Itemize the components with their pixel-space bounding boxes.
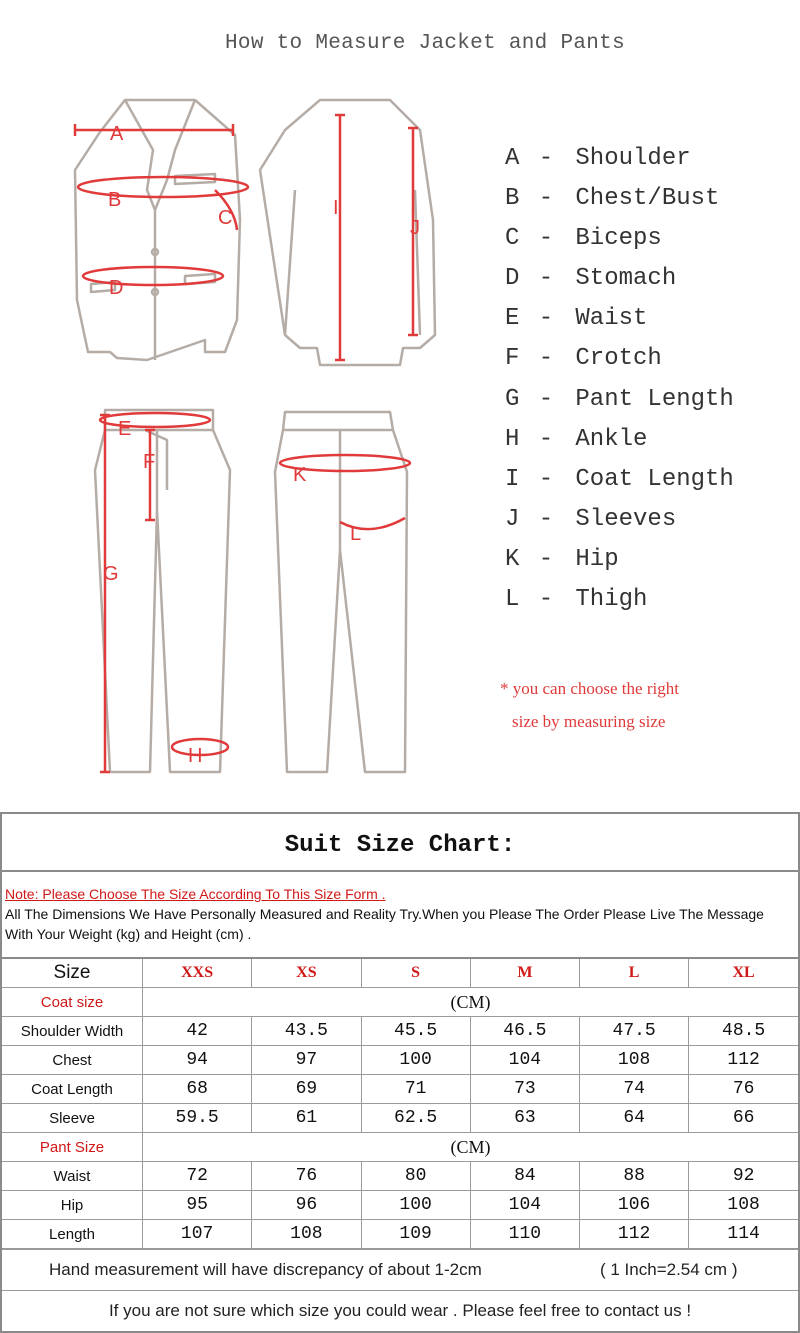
- jacket-front-outline: [75, 100, 240, 360]
- legend-key: F: [505, 345, 520, 373]
- legend-key: G: [505, 385, 520, 413]
- table-cell: 114: [689, 1220, 798, 1249]
- table-cell: 94: [143, 1046, 252, 1075]
- table-cell: 97: [252, 1046, 361, 1075]
- pants-front-outline: [95, 410, 230, 772]
- legend-item: [505, 383, 795, 423]
- table-cell: 100: [361, 1191, 470, 1220]
- table-cell: 104: [470, 1191, 579, 1220]
- chart-notes: [2, 872, 798, 959]
- legend-dash: -: [538, 145, 554, 172]
- row-label: Chest: [2, 1046, 143, 1075]
- table-cell: 110: [470, 1220, 579, 1249]
- legend-dash: -: [538, 265, 554, 293]
- legend-label: Shoulder: [575, 145, 691, 172]
- note-text: All The Dimensions We Have Personally Measured and Reality Try.When you Please The Order Please Live The Message With Your Weight (kg) and Height (cm) .: [5, 906, 764, 942]
- legend-key: A: [505, 145, 520, 172]
- legend-label: Biceps: [575, 225, 662, 253]
- tip-line-2: size by measuring size: [512, 712, 666, 731]
- table-cell: 84: [470, 1162, 579, 1191]
- table-row: [2, 1191, 798, 1220]
- legend-item: [505, 182, 795, 222]
- table-cell: 62.5: [361, 1104, 470, 1133]
- legend-key: D: [505, 265, 520, 293]
- legend-label: Thigh: [575, 586, 648, 614]
- letter-d: D: [109, 277, 124, 299]
- size-cell: XL: [689, 959, 798, 988]
- table-row: [2, 1017, 798, 1046]
- legend-label: Pant Length: [575, 385, 734, 413]
- discrepancy-note: [2, 1249, 798, 1291]
- letter-c: C: [218, 207, 233, 229]
- row-label: Waist: [2, 1162, 143, 1191]
- size-chart: [0, 812, 800, 1333]
- table-row: [2, 1046, 798, 1075]
- letter-h: H: [188, 745, 203, 767]
- row-label: Coat Length: [2, 1075, 143, 1104]
- garment-sketches: [55, 90, 455, 790]
- size-cell: XXS: [143, 959, 252, 988]
- table-cell: 68: [143, 1075, 252, 1104]
- legend-label: Ankle: [575, 425, 648, 453]
- jacket-lapel: [125, 100, 195, 360]
- legend-label: Crotch: [575, 345, 662, 373]
- table-cell: 63: [470, 1104, 579, 1133]
- legend-item: [505, 222, 795, 262]
- table-cell: 96: [252, 1191, 361, 1220]
- legend-item: [505, 262, 795, 302]
- legend-label: Coat Length: [575, 465, 734, 493]
- legend-label: Chest/Bust: [575, 185, 720, 213]
- letter-a: A: [110, 123, 124, 145]
- inch-conversion: ( 1 Inch=2.54 cm ): [600, 1260, 738, 1279]
- legend-item: [505, 583, 795, 623]
- table-cell: 71: [361, 1075, 470, 1104]
- table-cell: 106: [580, 1191, 689, 1220]
- size-cell: XS: [252, 959, 361, 988]
- table-cell: 76: [689, 1075, 798, 1104]
- legend-key: E: [505, 305, 520, 333]
- legend-item: [505, 423, 795, 463]
- row-label: Hip: [2, 1191, 143, 1220]
- letter-e: E: [118, 418, 132, 440]
- table-row: [2, 1075, 798, 1104]
- letter-b: B: [108, 189, 122, 211]
- legend-key: C: [505, 225, 520, 253]
- letter-j: J: [410, 217, 420, 239]
- legend-item: [505, 543, 795, 583]
- size-cell: M: [470, 959, 579, 988]
- legend-dash: -: [538, 385, 554, 413]
- legend-dash: -: [538, 505, 554, 533]
- table-cell: 69: [252, 1075, 361, 1104]
- legend-key: H: [505, 425, 520, 453]
- garment-illustration: [55, 90, 455, 790]
- legend-dash: -: [538, 345, 554, 373]
- table-cell: 46.5: [470, 1017, 579, 1046]
- table-cell: 45.5: [361, 1017, 470, 1046]
- letter-f: F: [143, 451, 156, 473]
- table-cell: 61: [252, 1104, 361, 1133]
- table-row: [2, 1162, 798, 1191]
- table-cell: 95: [143, 1191, 252, 1220]
- legend-item: [505, 342, 795, 382]
- table-cell: 47.5: [580, 1017, 689, 1046]
- legend-item: [505, 302, 795, 342]
- table-cell: 107: [143, 1220, 252, 1249]
- measuring-tip: [500, 672, 760, 738]
- legend-dash: -: [538, 185, 554, 213]
- table-row: [2, 1104, 798, 1133]
- table-cell: 72: [143, 1162, 252, 1191]
- table-cell: 112: [689, 1046, 798, 1075]
- legend-item: [505, 142, 795, 182]
- table-cell: 92: [689, 1162, 798, 1191]
- table-cell: 109: [361, 1220, 470, 1249]
- table-row: [2, 1220, 798, 1249]
- table-cell: 48.5: [689, 1017, 798, 1046]
- coat-section-label: Coat size: [2, 988, 143, 1017]
- legend-item: [505, 503, 795, 543]
- legend-dash: -: [538, 465, 554, 493]
- table-cell: 108: [580, 1046, 689, 1075]
- legend-dash: -: [538, 586, 554, 614]
- legend-key: B: [505, 185, 520, 213]
- legend-key: L: [505, 586, 520, 614]
- legend-key: J: [505, 505, 520, 533]
- table-cell: 112: [580, 1220, 689, 1249]
- row-label: Sleeve: [2, 1104, 143, 1133]
- legend-item: [505, 463, 795, 503]
- table-cell: 100: [361, 1046, 470, 1075]
- table-cell: 108: [252, 1220, 361, 1249]
- legend-key: K: [505, 545, 520, 573]
- legend-key: I: [505, 465, 520, 493]
- table-cell: 59.5: [143, 1104, 252, 1133]
- letter-k: K: [293, 464, 307, 486]
- pant-section-label: Pant Size: [2, 1133, 143, 1162]
- row-label: Shoulder Width: [2, 1017, 143, 1046]
- table-cell: 66: [689, 1104, 798, 1133]
- table-cell: 104: [470, 1046, 579, 1075]
- table-cell: 76: [252, 1162, 361, 1191]
- legend-dash: -: [538, 545, 554, 573]
- table-row-pant-section: [2, 1133, 798, 1162]
- legend-dash: -: [538, 425, 554, 453]
- legend-label: Waist: [575, 305, 648, 333]
- letter-g: G: [103, 563, 119, 585]
- tip-line-1: * you can choose the right: [500, 679, 679, 698]
- table-cell: 74: [580, 1075, 689, 1104]
- table-row-coat-section: [2, 988, 798, 1017]
- legend-label: Sleeves: [575, 505, 677, 533]
- legend-label: Hip: [575, 545, 619, 573]
- table-cell: 43.5: [252, 1017, 361, 1046]
- letter-i: I: [333, 197, 339, 219]
- legend-label: Stomach: [575, 265, 677, 293]
- table-cell: 73: [470, 1075, 579, 1104]
- row-label: Length: [2, 1220, 143, 1249]
- table-row-sizes: [2, 959, 798, 988]
- size-cell: S: [361, 959, 470, 988]
- letter-l: L: [350, 523, 362, 545]
- size-cell: L: [580, 959, 689, 988]
- table-cell: 108: [689, 1191, 798, 1220]
- table-cell: 80: [361, 1162, 470, 1191]
- size-table: [2, 959, 798, 1249]
- table-cell: 42: [143, 1017, 252, 1046]
- size-header: Size: [2, 959, 143, 988]
- discrepancy-text: Hand measurement will have discrepancy of about 1-2cm: [49, 1260, 482, 1279]
- measurement-legend: [505, 142, 795, 623]
- unit-cell: (CM): [143, 988, 799, 1017]
- table-cell: 88: [580, 1162, 689, 1191]
- table-cell: 64: [580, 1104, 689, 1133]
- legend-dash: -: [538, 305, 554, 333]
- guide-heading: How to Measure Jacket and Pants: [225, 32, 625, 55]
- legend-dash: -: [538, 225, 554, 253]
- unit-cell: (CM): [143, 1133, 799, 1162]
- note-red: Note: Please Choose The Size According To This Size Form .: [5, 886, 386, 902]
- contact-note: If you are not sure which size you could wear . Please feel free to contact us !: [108, 1301, 692, 1320]
- chart-title: Suit Size Chart:: [2, 814, 798, 872]
